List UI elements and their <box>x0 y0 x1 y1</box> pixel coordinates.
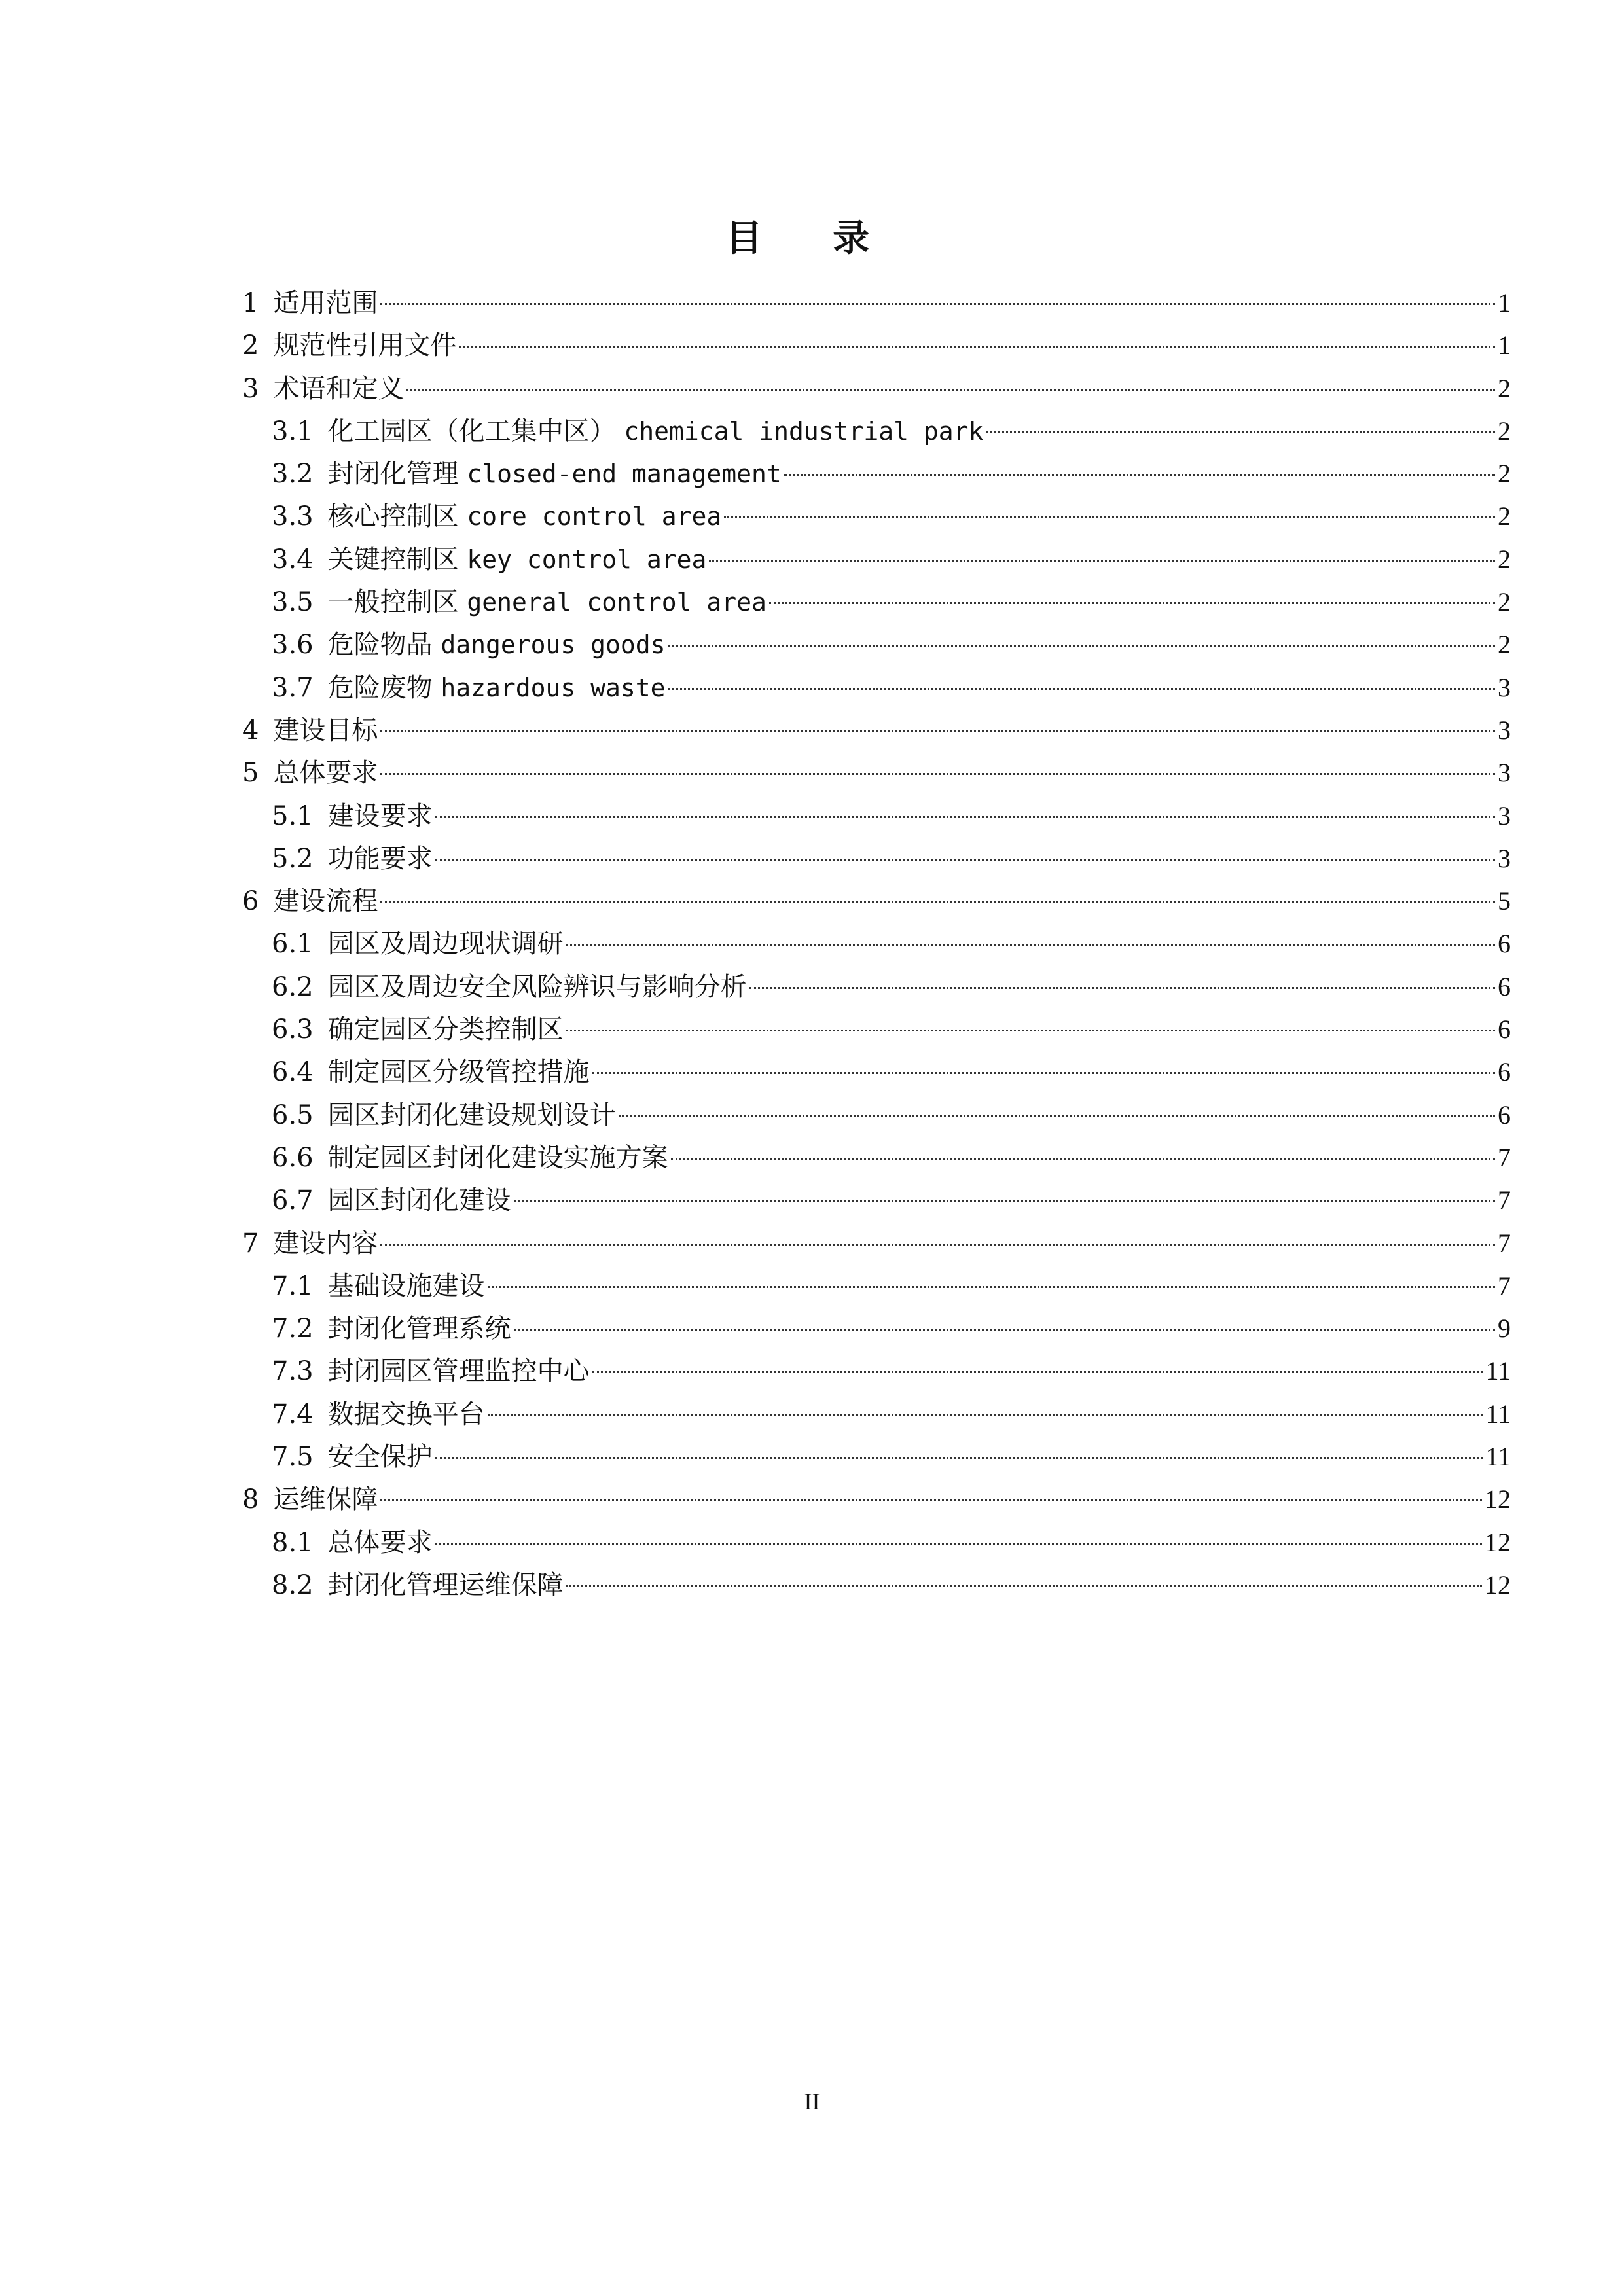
toc-entry-page: 7 <box>1498 1270 1511 1300</box>
toc-entry-page: 3 <box>1498 672 1511 702</box>
toc-dot-leader <box>986 431 1495 433</box>
toc-entry-title <box>328 581 767 624</box>
toc-entry-title <box>273 709 378 752</box>
toc-entry-title <box>273 368 404 410</box>
toc-entry-number: 8.2 <box>272 1570 314 1600</box>
toc-entry-title-zh: 园区及周边现状调研 <box>327 929 564 960</box>
toc-entry-title <box>328 453 782 495</box>
toc-entry-title-zh: 适用范围 <box>273 288 378 318</box>
toc-entry-title <box>328 1350 590 1393</box>
toc-entry-number: 3.6 <box>272 630 314 660</box>
toc-entry-title-en: hazardous waste <box>441 673 666 702</box>
toc-entry-title-zh: 运维保障 <box>273 1484 378 1515</box>
toc-entry[interactable] <box>242 1008 1511 1050</box>
toc-entry-title-en: closed-end management <box>467 459 782 489</box>
toc-entry-title-en: dangerous goods <box>441 630 666 660</box>
toc-entry[interactable] <box>242 281 1511 324</box>
toc-entry[interactable] <box>242 751 1511 794</box>
toc-entry-number: 5.1 <box>272 800 314 831</box>
toc-entry[interactable] <box>242 452 1511 495</box>
toc-entry-title <box>328 1436 433 1479</box>
toc-entry[interactable] <box>242 1521 1511 1564</box>
toc-dot-leader <box>668 688 1495 690</box>
toc-entry[interactable] <box>242 538 1511 581</box>
toc-entry[interactable] <box>242 495 1511 537</box>
toc-dot-leader <box>488 1414 1483 1416</box>
toc-entry-number: 4 <box>242 715 259 745</box>
toc-entry-title <box>273 1223 378 1265</box>
toc-entry-page: 6 <box>1498 929 1511 959</box>
toc-entry-number: 6 <box>242 886 259 917</box>
toc-entry[interactable] <box>242 1179 1511 1221</box>
toc-entry-title <box>273 1479 378 1521</box>
toc-entry-title <box>328 795 433 838</box>
toc-entry-title-zh: 安全保护 <box>327 1442 433 1473</box>
toc-entry-title-zh: 功能要求 <box>327 843 433 874</box>
toc-entry-number: 7.2 <box>272 1314 314 1344</box>
toc-entry-title <box>328 667 666 709</box>
toc-entry-title-zh: 制定园区封闭化建设实施方案 <box>327 1142 668 1173</box>
toc-entry-number: 6.2 <box>272 971 314 1002</box>
toc-entry-page: 2 <box>1498 544 1511 574</box>
toc-entry-page: 12 <box>1485 1484 1511 1515</box>
page-title: 目 录 <box>725 217 899 260</box>
toc-entry-number: 7.1 <box>272 1270 314 1301</box>
toc-entry-title <box>273 282 378 325</box>
toc-entry-number: 3 <box>242 373 259 404</box>
toc-entry-page: 3 <box>1498 843 1511 873</box>
toc-entry[interactable] <box>242 1050 1511 1093</box>
toc-entry-title-zh: 封闭化管理系统 <box>327 1314 511 1344</box>
toc-entry-number: 6.1 <box>272 929 314 960</box>
toc-dot-leader <box>380 303 1495 305</box>
toc-entry[interactable] <box>242 965 1511 1008</box>
toc-dot-leader <box>566 1585 1482 1587</box>
toc-dot-leader <box>435 1457 1483 1459</box>
toc-entry-page: 3 <box>1498 715 1511 745</box>
toc-dot-leader <box>668 645 1495 647</box>
toc-entry-page: 2 <box>1498 459 1511 489</box>
toc-entry-title-en: core control area <box>467 502 722 531</box>
toc-entry-title-zh: 封闭化管理 <box>327 459 459 490</box>
toc-entry-page: 2 <box>1498 373 1511 403</box>
toc-entry-title <box>328 838 433 880</box>
toc-entry-title-zh: 总体要求 <box>273 758 378 789</box>
toc-entry-title <box>328 1522 433 1564</box>
toc-entry-page: 9 <box>1498 1314 1511 1344</box>
toc-entry-page: 6 <box>1498 971 1511 1001</box>
toc-entry[interactable] <box>242 1136 1511 1179</box>
toc-entry-page: 12 <box>1485 1527 1511 1557</box>
toc-entry-title <box>328 1564 564 1607</box>
toc-dot-leader <box>380 1244 1495 1246</box>
toc-entry[interactable] <box>242 1564 1511 1606</box>
toc-entry-page: 1 <box>1498 288 1511 317</box>
toc-entry-title-zh: 关键控制区 <box>327 544 459 575</box>
toc-dot-leader <box>671 1158 1495 1160</box>
toc-entry-title-zh: 建设要求 <box>327 800 433 831</box>
toc-dot-leader <box>784 474 1495 476</box>
toc-entry-page: 11 <box>1485 1442 1511 1472</box>
toc-entry-title-en: general control area <box>467 588 767 617</box>
toc-entry-title-zh: 园区及周边安全风险辨识与影响分析 <box>327 971 747 1002</box>
toc-entry-number: 2 <box>242 331 259 361</box>
toc-entry-number: 6.4 <box>272 1057 314 1088</box>
toc-dot-leader <box>435 1543 1482 1545</box>
toc-entry-title-zh: 建设目标 <box>273 715 378 745</box>
toc-entry-page: 7 <box>1498 1142 1511 1172</box>
toc-dot-leader <box>514 1329 1495 1331</box>
toc-entry-title <box>328 1051 590 1094</box>
toc-entry-page: 7 <box>1498 1228 1511 1258</box>
toc-entry[interactable] <box>242 623 1511 666</box>
toc-entry-title <box>328 495 722 538</box>
toc-entry-page: 5 <box>1498 886 1511 916</box>
toc-entry-page: 3 <box>1498 758 1511 788</box>
toc-entry-number: 3.7 <box>272 672 314 703</box>
toc-dot-leader <box>435 859 1495 861</box>
toc-entry-number: 1 <box>242 288 259 318</box>
toc-entry[interactable] <box>242 666 1511 709</box>
toc-entry-title-zh: 建设内容 <box>273 1228 378 1259</box>
toc-dot-leader <box>435 816 1495 818</box>
toc-entry-title-zh: 总体要求 <box>327 1527 433 1558</box>
toc-entry[interactable] <box>242 1435 1511 1478</box>
toc-entry-title <box>273 752 378 795</box>
toc-entry-number: 6.6 <box>272 1142 314 1173</box>
toc-entry-page: 6 <box>1498 1100 1511 1130</box>
toc-entry-title <box>328 624 666 666</box>
toc-dot-leader <box>619 1115 1495 1117</box>
toc-dot-leader <box>592 1371 1483 1373</box>
toc-entry-title <box>328 1265 485 1308</box>
toc-dot-leader <box>514 1200 1495 1202</box>
toc-entry-number: 6.3 <box>272 1014 314 1045</box>
toc-entry-page: 2 <box>1498 416 1511 446</box>
toc-entry-number: 7.4 <box>272 1399 314 1429</box>
toc-entry[interactable] <box>242 1094 1511 1136</box>
toc-entry-number: 6.5 <box>272 1100 314 1130</box>
toc-dot-leader <box>724 516 1495 518</box>
toc-entry[interactable] <box>242 581 1511 623</box>
toc-entry-title <box>328 1094 616 1137</box>
toc-dot-leader <box>380 730 1495 732</box>
toc-entry-title <box>273 325 456 367</box>
toc-entry[interactable] <box>242 1478 1511 1520</box>
toc-dot-leader <box>566 1030 1495 1031</box>
toc-entry-title-zh: 园区封闭化建设 <box>327 1185 511 1216</box>
toc-entry-title <box>328 1137 668 1179</box>
toc-entry-title-zh: 封闭化管理运维保障 <box>327 1570 564 1600</box>
toc-entry-title-zh: 一般控制区 <box>327 587 459 618</box>
toc-entry-page: 2 <box>1498 501 1511 531</box>
toc-entry-number: 5.2 <box>272 843 314 874</box>
toc-entry-page: 11 <box>1485 1399 1511 1429</box>
toc-entry-page: 6 <box>1498 1014 1511 1045</box>
toc-entry-title <box>328 410 984 453</box>
toc-dot-leader <box>406 389 1495 391</box>
toc-entry-title-zh: 数据交换平台 <box>327 1399 485 1429</box>
toc-dot-leader <box>769 602 1495 604</box>
toc-entry-title-zh: 术语和定义 <box>273 373 405 404</box>
toc-entry-title-zh: 园区封闭化建设规划设计 <box>327 1100 616 1130</box>
toc-entry-title <box>328 539 707 581</box>
toc-entry-page: 1 <box>1498 331 1511 361</box>
toc-entry-number: 3.1 <box>272 416 314 446</box>
toc-entry-number: 5 <box>242 758 259 789</box>
toc-entry-title-zh: 确定园区分类控制区 <box>327 1014 564 1045</box>
toc-entry-title-zh: 核心控制区 <box>327 501 459 532</box>
toc-entry-page: 11 <box>1485 1356 1511 1386</box>
toc-entry-number: 3.2 <box>272 459 314 490</box>
toc-entry-page: 12 <box>1485 1570 1511 1600</box>
toc-entry[interactable] <box>242 880 1511 922</box>
toc-entry-title-zh: 化工园区（化工集中区） <box>327 416 616 446</box>
toc-dot-leader <box>488 1286 1495 1288</box>
toc-entry-title-zh: 建设流程 <box>273 886 378 917</box>
toc-dot-leader <box>380 773 1495 775</box>
toc-entry[interactable] <box>242 922 1511 965</box>
toc-entry-page: 2 <box>1498 630 1511 660</box>
toc-entry-number: 3.5 <box>272 587 314 618</box>
toc-entry[interactable] <box>242 837 1511 880</box>
toc-entry-number: 7.5 <box>272 1442 314 1473</box>
toc-entry[interactable] <box>242 1350 1511 1392</box>
table-of-contents <box>242 281 1511 1606</box>
toc-dot-leader <box>592 1072 1495 1074</box>
toc-entry-title-zh: 封闭园区管理监控中心 <box>327 1356 590 1387</box>
toc-entry-title-en: chemical industrial park <box>624 416 984 446</box>
toc-entry-page: 2 <box>1498 587 1511 617</box>
toc-entry-title-zh: 基础设施建设 <box>327 1270 485 1301</box>
toc-entry-title <box>328 923 564 965</box>
toc-entry-title-zh: 危险物品 <box>327 630 433 660</box>
toc-entry-title <box>328 1009 564 1051</box>
toc-dot-leader <box>459 346 1495 348</box>
toc-entry[interactable] <box>242 410 1511 452</box>
toc-entry-number: 3.3 <box>272 501 314 532</box>
toc-entry-title-en: key control area <box>467 545 707 574</box>
toc-entry[interactable] <box>242 1393 1511 1435</box>
page-number-footer: II <box>804 2089 820 2115</box>
toc-entry-number: 6.7 <box>272 1185 314 1216</box>
toc-dot-leader <box>380 901 1495 903</box>
toc-entry-number: 8 <box>242 1484 259 1515</box>
toc-entry-title <box>328 1179 511 1222</box>
toc-entry-page: 3 <box>1498 800 1511 831</box>
toc-entry[interactable] <box>242 367 1511 410</box>
toc-entry-title-zh: 规范性引用文件 <box>273 331 457 361</box>
toc-entry[interactable] <box>242 709 1511 751</box>
toc-entry-number: 3.4 <box>272 544 314 575</box>
toc-dot-leader <box>749 987 1495 989</box>
toc-entry-title-zh: 制定园区分级管控措施 <box>327 1057 590 1088</box>
toc-entry-title <box>328 1393 485 1436</box>
toc-dot-leader <box>566 944 1495 946</box>
toc-entry-title <box>328 1308 511 1350</box>
toc-dot-leader <box>380 1499 1482 1501</box>
toc-entry[interactable] <box>242 324 1511 367</box>
toc-entry-page: 7 <box>1498 1185 1511 1215</box>
toc-entry-title <box>328 966 747 1009</box>
toc-entry[interactable] <box>242 1307 1511 1350</box>
toc-entry-number: 8.1 <box>272 1527 314 1558</box>
toc-entry-number: 7.3 <box>272 1356 314 1387</box>
toc-entry-page: 6 <box>1498 1057 1511 1087</box>
toc-entry-title-zh: 危险废物 <box>327 672 433 703</box>
toc-entry[interactable] <box>242 795 1511 837</box>
toc-entry-number: 7 <box>242 1228 259 1259</box>
toc-entry[interactable] <box>242 1222 1511 1265</box>
toc-entry[interactable] <box>242 1265 1511 1307</box>
toc-entry-title <box>273 880 378 923</box>
toc-dot-leader <box>709 560 1495 562</box>
